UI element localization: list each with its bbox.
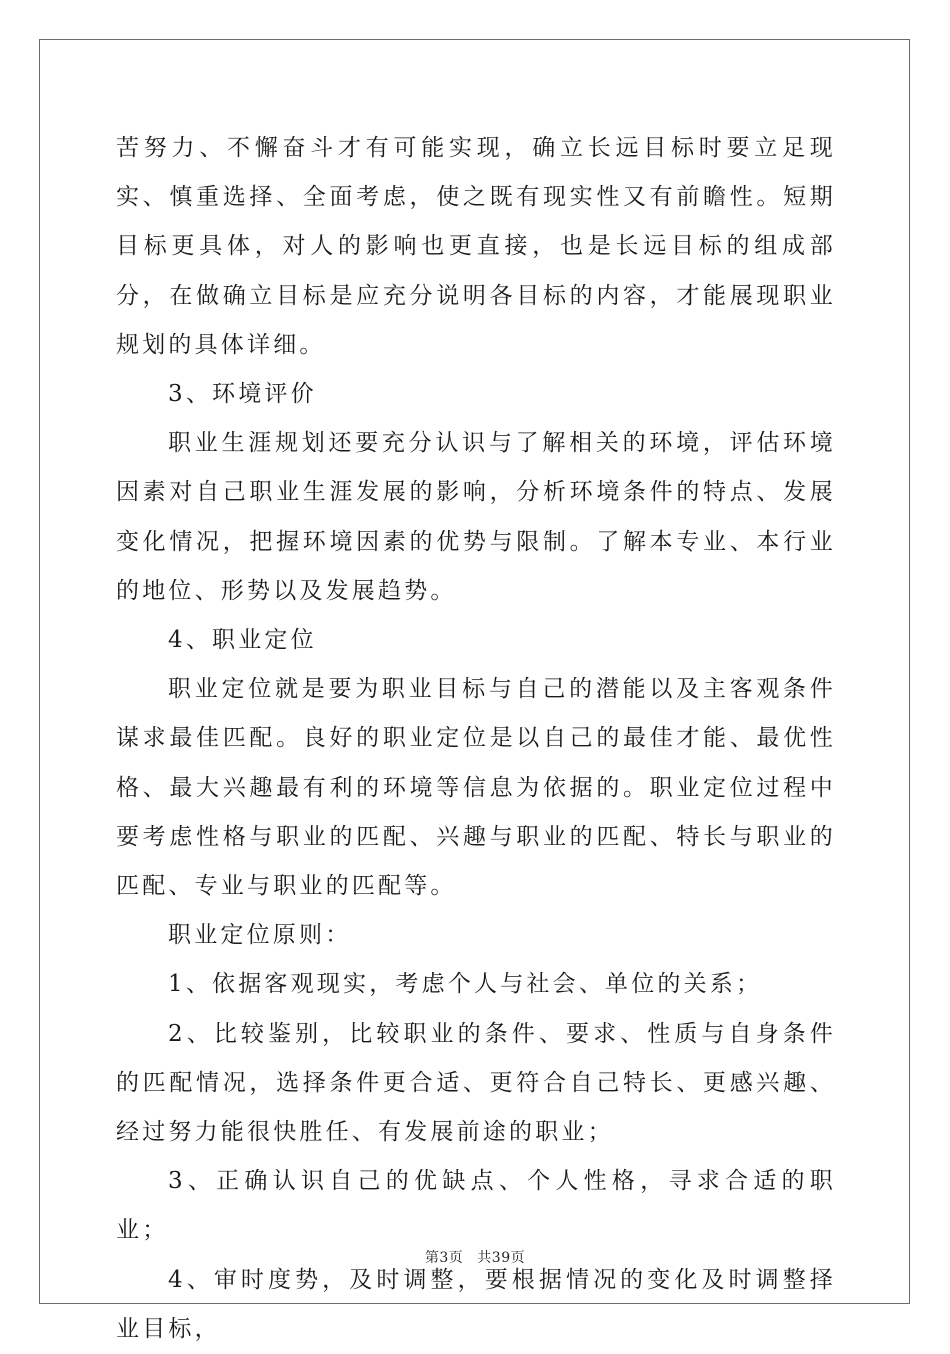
page-total: 共39页 (477, 1250, 526, 1266)
paragraph-positioning: 职业定位就是要为职业目标与自己的潜能以及主客观条件谋求最佳匹配。良好的职业定位是以自己的最佳才能、最优性格、最大兴趣最有利的环境等信息为依据的。职业定位过程中要考虑性格与职业的匹配、兴趣与职业的匹配、特长与职业的匹配、专业与职业的匹配等。 (116, 676, 836, 900)
paragraph-1: 苦努力、不懈奋斗才有可能实现，确立长远目标时要立足现实、慎重选择、全面考虑，使之既有现实性又有前瞻性。短期目标更具体，对人的影响也更直接，也是长远目标的组成部分，在做确立目标是应充分说明各目标的内容，才能展现职业规划的具体详细。 (116, 135, 836, 358)
principle-4: 4、审时度势，及时调整，要根据情况的变化及时调整择业目标， (116, 1266, 836, 1342)
principle-3: 3、正确认识自己的优缺点、个人性格，寻求合适的职业； (116, 1168, 836, 1244)
heading-positioning-principles: 职业定位原则： (168, 922, 352, 949)
heading-environment-evaluation: 3、环境评价 (168, 381, 317, 408)
document-body (116, 124, 836, 1354)
page-footer (0, 1247, 950, 1267)
principle-2: 2、比较鉴别，比较职业的条件、要求、性质与自身条件的匹配情况，选择条件更合适、更符合自己特长、更感兴趣、经过努力能很快胜任、有发展前途的职业； (116, 1020, 836, 1146)
paragraph-environment: 职业生涯规划还要充分认识与了解相关的环境，评估环境因素对自己职业生涯发展的影响，分析环境条件的特点、发展变化情况，把握环境因素的优势与限制。了解本专业、本行业的地位、形势以及发展趋势。 (116, 430, 836, 604)
heading-career-positioning: 4、职业定位 (168, 627, 317, 654)
principle-1: 1、依据客观现实，考虑个人与社会、单位的关系； (168, 971, 763, 998)
page-number: 第3页 (424, 1250, 464, 1266)
